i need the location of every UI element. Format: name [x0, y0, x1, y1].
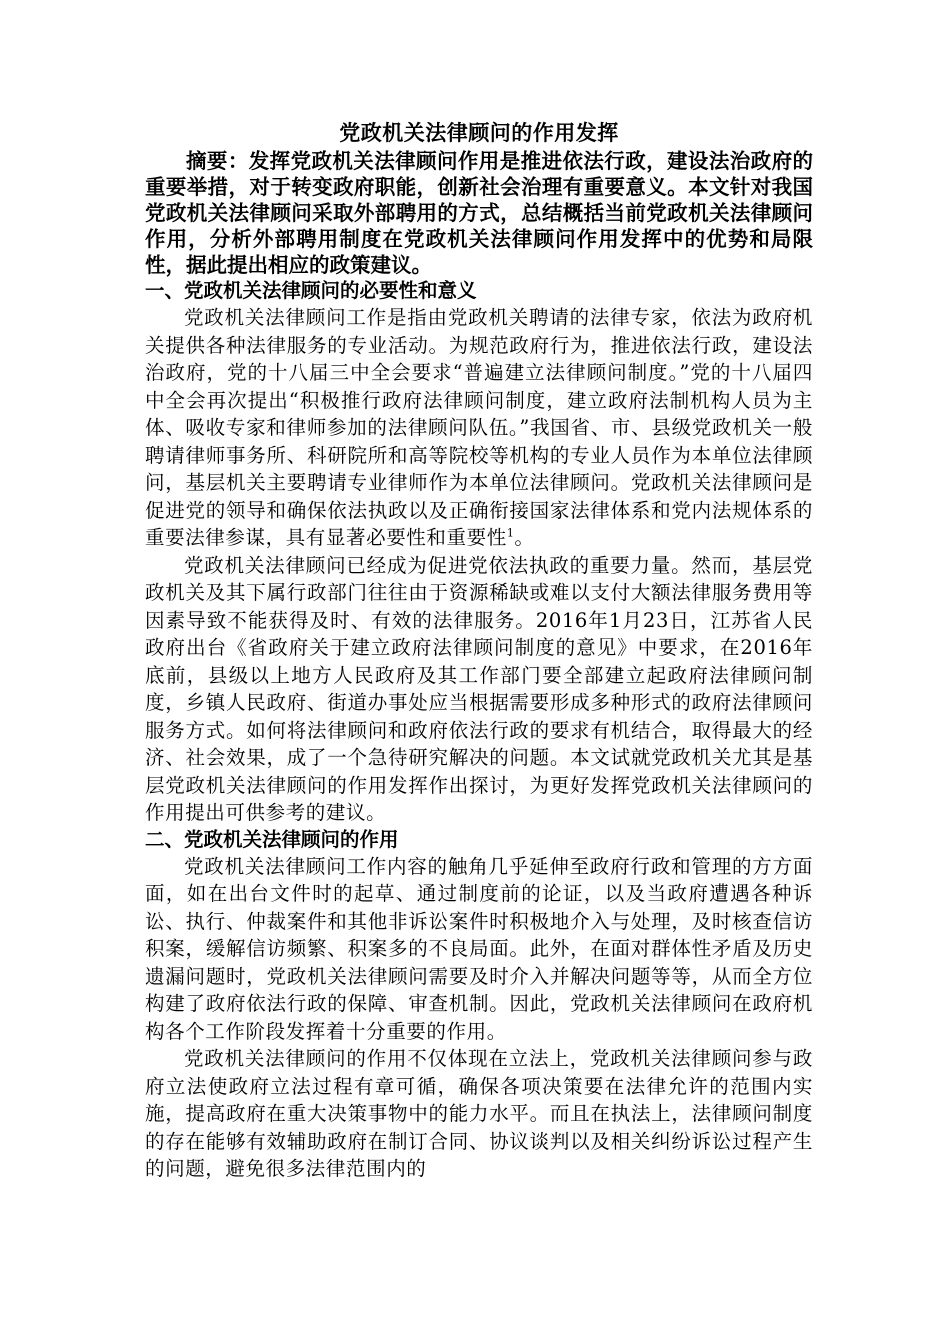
section-2-paragraph-2: 党政机关法律顾问的作用不仅体现在立法上，党政机关法律顾问参与政府立法使政府立法过程有章可循，确保各项决策要在法律允许的范围内实施，提高政府在重大决策事物中的能力水平。而且在执法上，法律顾问制度的存在能够有效辅助政府在制订合同、协议谈判以及相关纠纷诉讼过程产生的问题，避免很多法律范围内的	[145, 1047, 813, 1180]
section-2-heading: 二、党政机关法律顾问的作用	[145, 827, 399, 851]
footnote-marker: 1	[506, 526, 515, 540]
document-title: 党政机关法律顾问的作用发挥	[339, 120, 619, 145]
section-1-heading: 一、党政机关法律顾问的必要性和意义	[145, 279, 477, 302]
abstract-paragraph: 摘要：发挥党政机关法律顾问作用是推进依法行政，建设法治政府的重要举措，对于转变政府职能，创新社会治理有重要意义。本文针对我国党政机关法律顾问采取外部聘用的方式，总结概括当前党政机关法律顾问作用，分析外部聘用制度在党政机关法律顾问作用发挥中的优势和局限性，据此提出相应的政策建议。	[145, 149, 813, 277]
section-1-paragraph-1-end: 。	[514, 526, 535, 549]
section-2-paragraph-1: 党政机关法律顾问工作内容的触角几乎延伸至政府行政和管理的方方面面，如在出台文件时的起草、通过制度前的论证，以及当政府遭遇各种诉讼、执行、仲裁案件和其他非诉讼案件时积极地介入与处理，及时核查信访积案，缓解信访频繁、积案多的不良局面。此外，在面对群体性矛盾及历史遗漏问题时，党政机关法律顾问需要及时介入并解决问题等等，从而全方位构建了政府依法行政的保障、审查机制。因此，党政机关法律顾问在政府机构各个工作阶段发挥着十分重要的作用。	[145, 854, 813, 1043]
document-page	[145, 118, 813, 1183]
section-1-paragraph-1-text: 党政机关法律顾问工作是指由党政机关聘请的法律专家，依法为政府机关提供各种法律服务的专业活动。为规范政府行为，推进依法行政，建设法治政府，党的十八届三中全会要求“普遍建立法律顾问制度。”党的十八届四中全会再次提出“积极推行政府法律顾问制度，建立政府法制机构人员为主体、吸收专家和律师参加的法律顾问队伍。”我国省、市、县级党政机关一般聘请律师事务所、科研院所和高等院校等机构的专业人员作为本单位法律顾问，基层机关主要聘请专业律师作为本单位法律顾问。党政机关法律顾问是促进党的领导和确保依法执政以及正确衔接国家法律体系和党内法规体系的重要法律参谋，具有显著必要性和重要性	[145, 306, 813, 549]
section-1-paragraph-2: 党政机关法律顾问已经成为促进党依法执政的重要力量。然而，基层党政机关及其下属行政部门往往由于资源稀缺或难以支付大额法律服务费用等因素导致不能获得及时、有效的法律服务。2016年1月23日，江苏省人民政府出台《省政府关于建立政府法律顾问制度的意见》中要求，在2016年底前，县级以上地方人民政府及其工作部门要全部建立起政府法律顾问制度，乡镇人民政府、街道办事处应当根据需要形成多种形式的政府法律顾问服务方式。如何将法律顾问和政府依法行政的要求有机结合，取得最大的经济、社会效果，成了一个急待研究解决的问题。本文试就党政机关尤其是基层党政机关法律顾问的作用发挥作出探讨，为更好发挥党政机关法律顾问的作用提出可供参考的建议。	[145, 553, 813, 824]
section-1-paragraph-1	[145, 304, 813, 552]
